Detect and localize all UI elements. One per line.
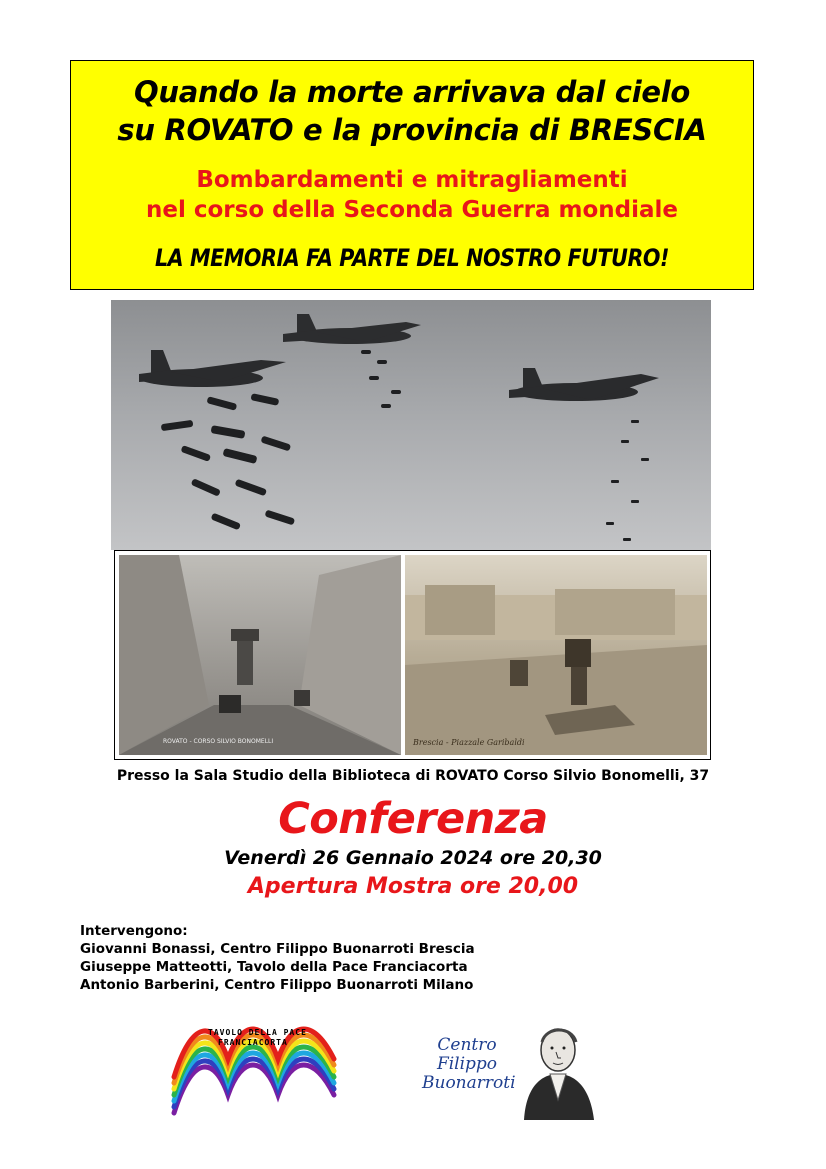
- centro-logo-line-2: Filippo: [436, 1054, 498, 1074]
- historic-photos: [114, 550, 711, 760]
- street-scene: [119, 555, 401, 755]
- bomber-plane: [139, 350, 286, 387]
- centro-logo-line-3: Buonarroti: [422, 1073, 516, 1093]
- bombers-photo: [111, 300, 711, 550]
- speaker-item: Giovanni Bonassi, Centro Filippo Buonarroti Brescia: [80, 941, 475, 957]
- poster-subtitle: [71, 165, 753, 225]
- piazza-scene: [405, 555, 707, 755]
- speaker-item: Giuseppe Matteotti, Tavolo della Pace Franciacorta: [80, 959, 468, 975]
- title-banner: [70, 60, 754, 290]
- conference-heading: Conferenza: [278, 794, 548, 844]
- rovato-street-photo: [119, 555, 401, 755]
- tavolo-logo-line-1: TAVOLO DELLA PACE: [208, 1028, 307, 1037]
- tavolo-logo-line-2: FRANCIACORTA: [218, 1038, 288, 1047]
- brescia-piazza-photo: [405, 555, 707, 755]
- tavolo-logo-text: [208, 1028, 307, 1048]
- bomber-plane: [509, 368, 659, 401]
- exhibition-opening: Apertura Mostra ore 20,00: [247, 874, 579, 899]
- memory-motto: LA MEMORIA FA PARTE DEL NOSTRO FUTURO!: [154, 244, 670, 272]
- tavolo-pace-logo: [168, 1025, 340, 1120]
- subtitle-line-1: Bombardamenti e mitragliamenti: [196, 167, 628, 193]
- speaker-item: Antonio Barberini, Centro Filippo Buonarroti Milano: [80, 977, 474, 993]
- bomber-plane: [283, 314, 421, 344]
- poster-title: [71, 73, 753, 149]
- centro-logo-line-1: Centro: [437, 1035, 497, 1055]
- title-line-2: su ROVATO e la provincia di BRESCIA: [117, 113, 707, 147]
- title-line-1: Quando la morte arrivava dal cielo: [134, 75, 690, 109]
- buonarroti-portrait-icon: [516, 1020, 598, 1120]
- centro-logo-text: [422, 1035, 516, 1093]
- street-photo-caption: ROVATO - CORSO SILVIO BONOMELLI: [163, 738, 274, 745]
- speakers-block: [80, 922, 475, 994]
- subtitle-line-2: nel corso della Seconda Guerra mondiale: [145, 197, 679, 223]
- piazza-photo-caption: Brescia - Piazzale Garibaldi: [413, 738, 525, 747]
- venue-text: Presso la Sala Studio della Biblioteca di ROVATO Corso Silvio Bonomelli, 37: [116, 768, 710, 784]
- centro-buonarroti-logo: [420, 1020, 600, 1120]
- speakers-label: Intervengono:: [80, 923, 188, 939]
- event-date: Venerdì 26 Gennaio 2024 ore 20,30: [224, 847, 602, 869]
- bombers-illustration: [111, 300, 711, 550]
